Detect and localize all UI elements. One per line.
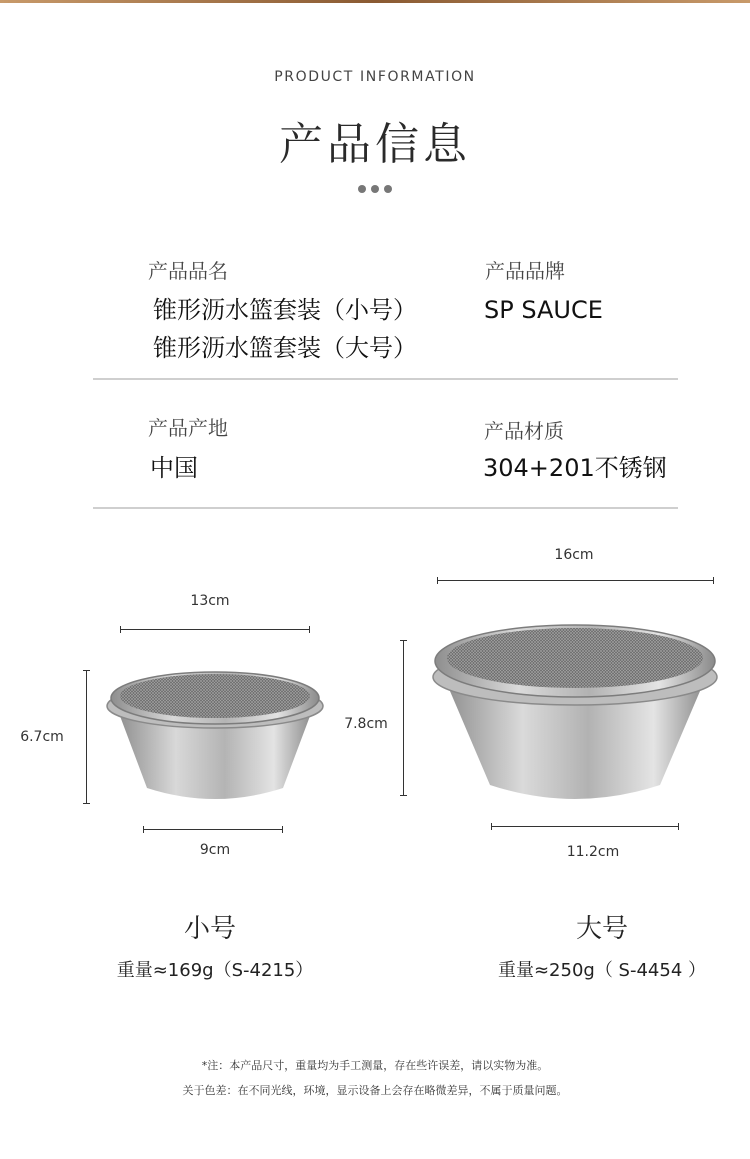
title-dots-divider	[0, 185, 750, 193]
small-size-name: 小号	[183, 914, 236, 944]
product-material-label: 产品材质	[484, 419, 564, 443]
large-bottom-width-label: 11.2cm	[566, 844, 620, 860]
small-bottom-width-line	[143, 829, 283, 830]
product-origin-value: 中国	[150, 454, 198, 482]
product-name-value-small: 锥形沥水篮套装（小号）	[153, 296, 417, 324]
small-strainer-bowl-image	[105, 660, 325, 806]
divider-line	[93, 507, 678, 509]
large-bottom-width-line	[491, 826, 679, 827]
product-brand-label: 产品品牌	[485, 259, 565, 283]
product-origin-label: 产品产地	[148, 416, 228, 440]
product-name-value-large: 锥形沥水篮套装（大号）	[153, 334, 417, 362]
product-name-label: 产品品名	[148, 259, 228, 283]
large-strainer-bowl-image	[430, 615, 720, 810]
measurement-note: *注：本产品尺寸，重量均为手工测量，存在些许误差，请以实物为准。	[201, 1059, 549, 1072]
small-bottom-width-label: 9cm	[199, 842, 231, 858]
color-difference-note: 关于色差：在不同光线，环境，显示设备上会存在略微差异，不属于质量问题。	[182, 1084, 568, 1097]
large-top-width-label: 16cm	[554, 547, 594, 563]
product-material-value: 304+201不锈钢	[483, 454, 667, 482]
dot	[384, 185, 392, 193]
small-height-line	[86, 670, 87, 804]
large-height-label: 7.8cm	[344, 716, 388, 732]
dot	[358, 185, 366, 193]
small-top-width-label: 13cm	[190, 593, 230, 609]
product-brand-value: SP SAUCE	[484, 296, 603, 324]
dot	[371, 185, 379, 193]
small-weight: 重量≈169g（S-4215）	[116, 960, 314, 981]
large-top-width-line	[437, 580, 714, 581]
section-subtitle: PRODUCT INFORMATION	[274, 69, 476, 85]
large-size-name: 大号	[575, 914, 628, 944]
small-height-label: 6.7cm	[20, 729, 64, 745]
small-top-width-line	[120, 629, 310, 630]
large-height-line	[403, 640, 404, 796]
section-title: 产品信息	[279, 119, 471, 170]
divider-line	[93, 378, 678, 380]
top-accent-bar	[0, 0, 750, 3]
large-weight: 重量≈250g（ S-4454 ）	[497, 960, 707, 981]
